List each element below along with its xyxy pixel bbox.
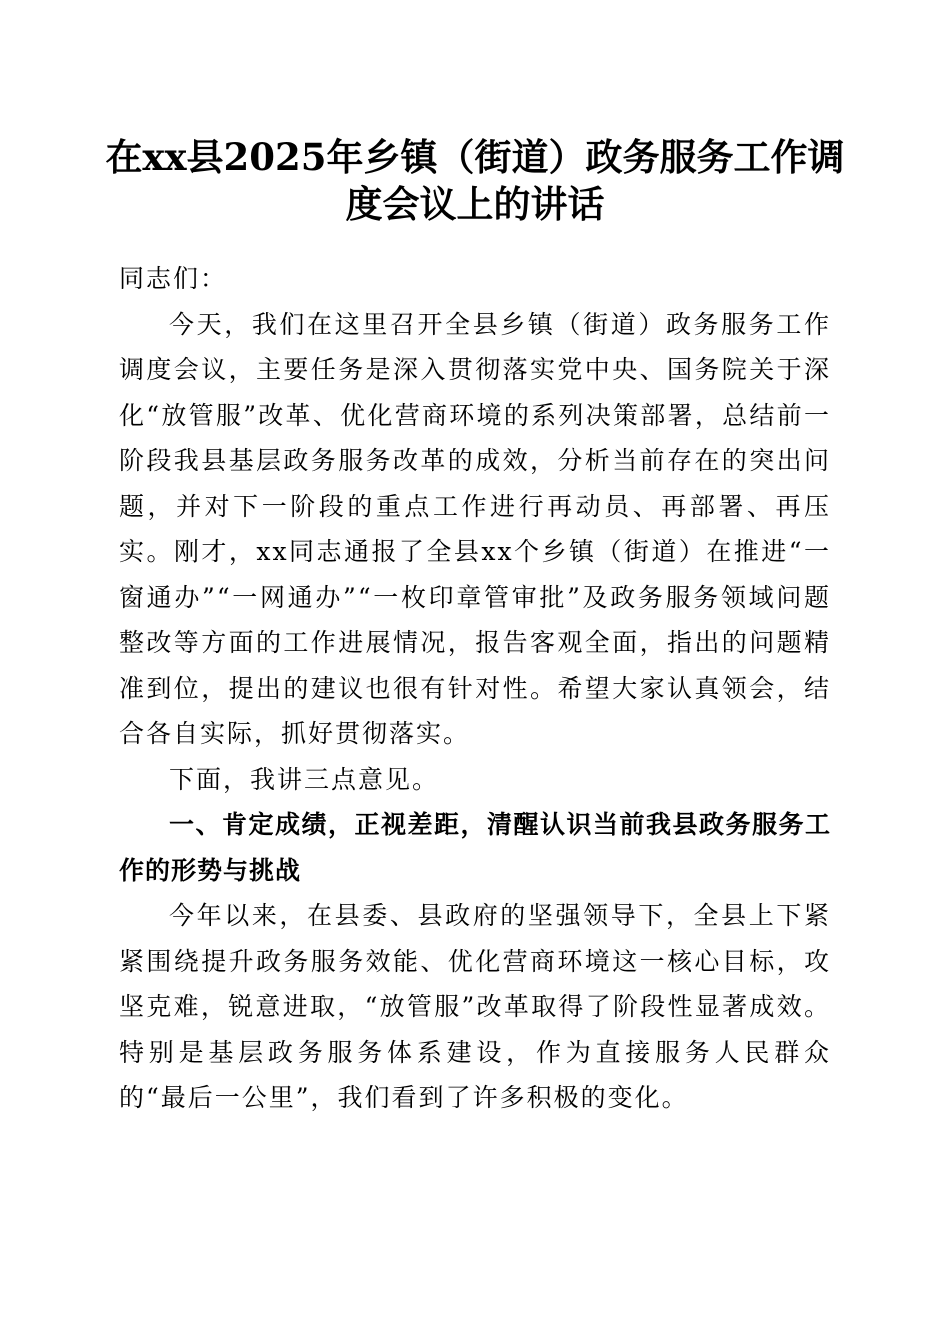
document-title: 在xx县2025年乡镇（街道）政务服务工作调度会议上的讲话 <box>105 135 845 226</box>
section-paragraph: 今年以来，在县委、县政府的坚强领导下，全县上下紧紧围绕提升政务服务效能、优化营商环境这一核心目标，攻坚克难，锐意进取，“放管服”改革取得了阶段性显著成效。特别是基层政务服务体系建设，作为直接服务人民群众的“最后一公里”，我们看到了许多积极的变化。 <box>119 901 831 1112</box>
salutation: 同志们： <box>119 264 228 293</box>
section-heading: 一、肯定成绩，正视差距，清醒认识当前我县政务服务工作的形势与挑战 <box>119 810 831 885</box>
opening-paragraph: 今天，我们在这里召开全县乡镇（街道）政务服务工作调度会议，主要任务是深入贯彻落实党中央、国务院关于深化“放管服”改革、优化营商环境的系列决策部署，总结前一阶段我县基层政务服务改革的成效，分析当前存在的突出问题，并对下一阶段的重点工作进行再动员、再部署、再压实。刚才，xx同志通报了全县xx个乡镇（街道）在推进“一窗通办”“一网通办”“一枚印章管审批”及政务服务领域问题整改等方面的工作进展情况，报告客观全面，指出的问题精准到位，提出的建议也很有针对性。希望大家认真领会，结合各自实际，抓好贯彻落实。 <box>119 309 831 748</box>
outline-paragraph: 下面，我讲三点意见。 <box>169 764 440 794</box>
document-body <box>119 256 831 1121</box>
